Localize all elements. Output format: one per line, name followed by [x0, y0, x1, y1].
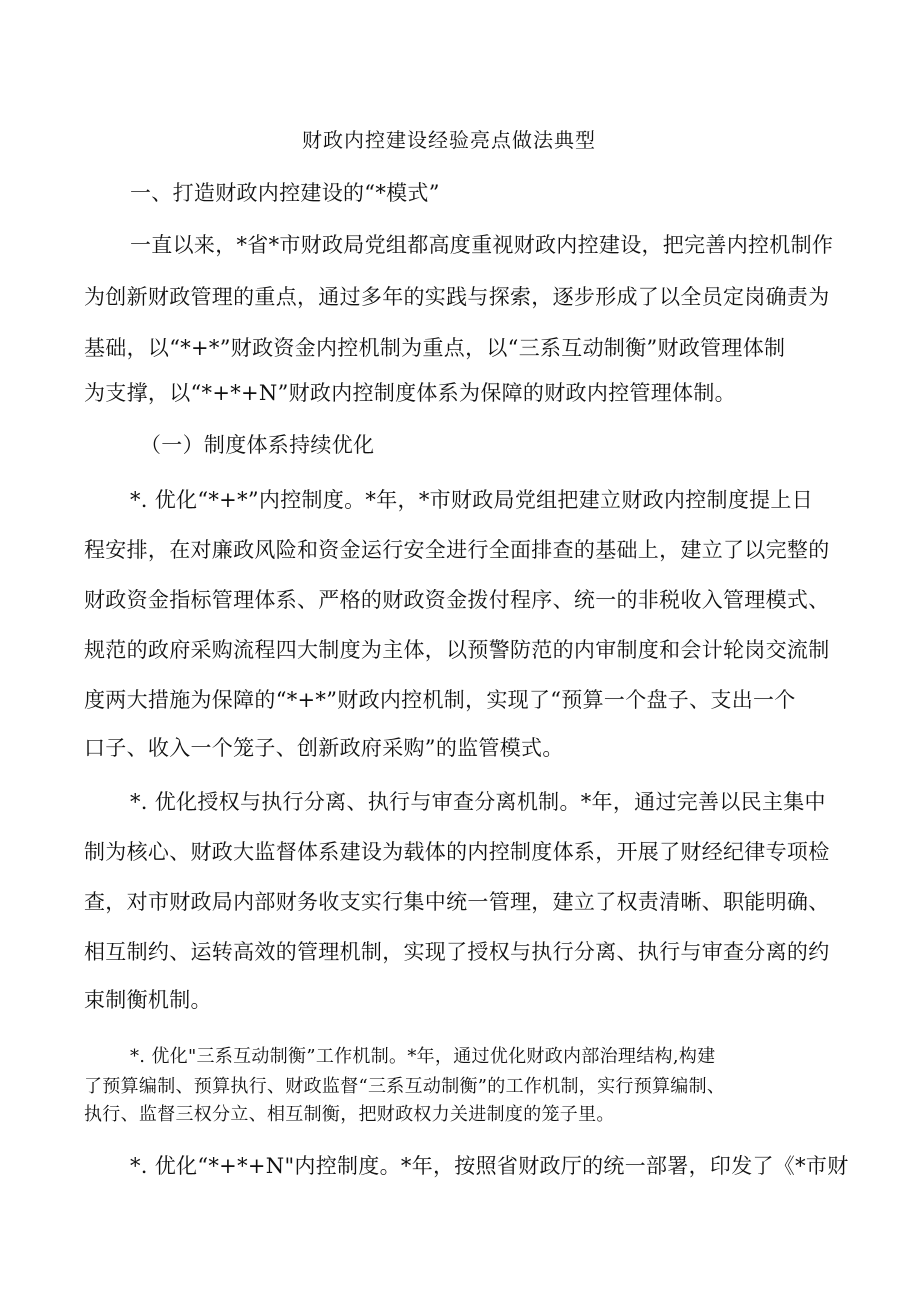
- paragraph-line: 为支撑，以“*+*+N”财政内控制度体系为保障的财政内控管理体制。: [84, 381, 736, 405]
- paragraph-line: *. 优化授权与执行分离、执行与审查分离机制。*年，通过完善以民主集中: [130, 790, 826, 814]
- paragraph-line: 制为核心、财政大监督体系建设为载体的内控制度体系，开展了财经纪律专项检: [84, 840, 830, 864]
- paragraph-line: 查，对市财政局内部财务收支实行集中统一管理，建立了权责清晰、职能明确、: [84, 890, 830, 914]
- paragraph-line: 财政资金指标管理体系、严格的财政资金拨付程序、统一的非税收入管理模式、: [84, 588, 830, 612]
- subsection-heading: （一）制度体系持续优化: [140, 433, 375, 457]
- paragraph-line: 口子、收入一个笼子、创新政府采购”的监管模式。: [84, 736, 564, 760]
- paragraph-line: 为创新财政管理的重点，通过多年的实践与探索，逐步形成了以全员定岗确责为: [84, 285, 830, 309]
- paragraph-line: *. 优化“*+*”内控制度。*年，*市财政局党组把建立财政内控制度提上日: [130, 488, 814, 512]
- document-title: 财政内控建设经验亮点做法典型: [302, 128, 596, 152]
- section-heading: 一、打造财政内控建设的“*模式”: [130, 181, 440, 205]
- paragraph-line: 束制衡机制。: [84, 988, 212, 1012]
- paragraph-line: 程安排，在对廉政风险和资金运行安全进行全面排查的基础上，建立了以完整的: [84, 538, 830, 562]
- paragraph-line: 基础，以“*+*”财政资金内控机制为重点，以“三系互动制衡”财政管理体制: [84, 336, 786, 360]
- paragraph-line: 一直以来，*省*市财政局党组都高度重视财政内控建设，把完善内控机制作: [130, 233, 834, 257]
- paragraph-line: *. 优化“*+*+N"内控制度。*年，按照省财政厅的统一部署，印发了《*市财: [130, 1154, 849, 1178]
- paragraph-line: 了预算编制、预算执行、财政监督“三系互动制衡”的工作机制，实行预算编制、: [84, 1076, 726, 1097]
- paragraph-line: 相互制约、运转高效的管理机制，实现了授权与执行分离、执行与审查分离的约: [84, 940, 830, 964]
- paragraph-line: *. 优化"三系互动制衡”工作机制。*年，通过优化财政内部治理结构,构建: [130, 1046, 716, 1067]
- paragraph-line: 度两大措施为保障的“*+*”财政内控机制，实现了“预算一个盘子、支出一个: [84, 688, 796, 712]
- paragraph-line: 规范的政府采购流程四大制度为主体，以预警防范的内审制度和会计轮岗交流制: [84, 638, 830, 662]
- paragraph-line: 执行、监督三权分立、相互制衡，把财政权力关进制度的笼子里。: [84, 1104, 615, 1125]
